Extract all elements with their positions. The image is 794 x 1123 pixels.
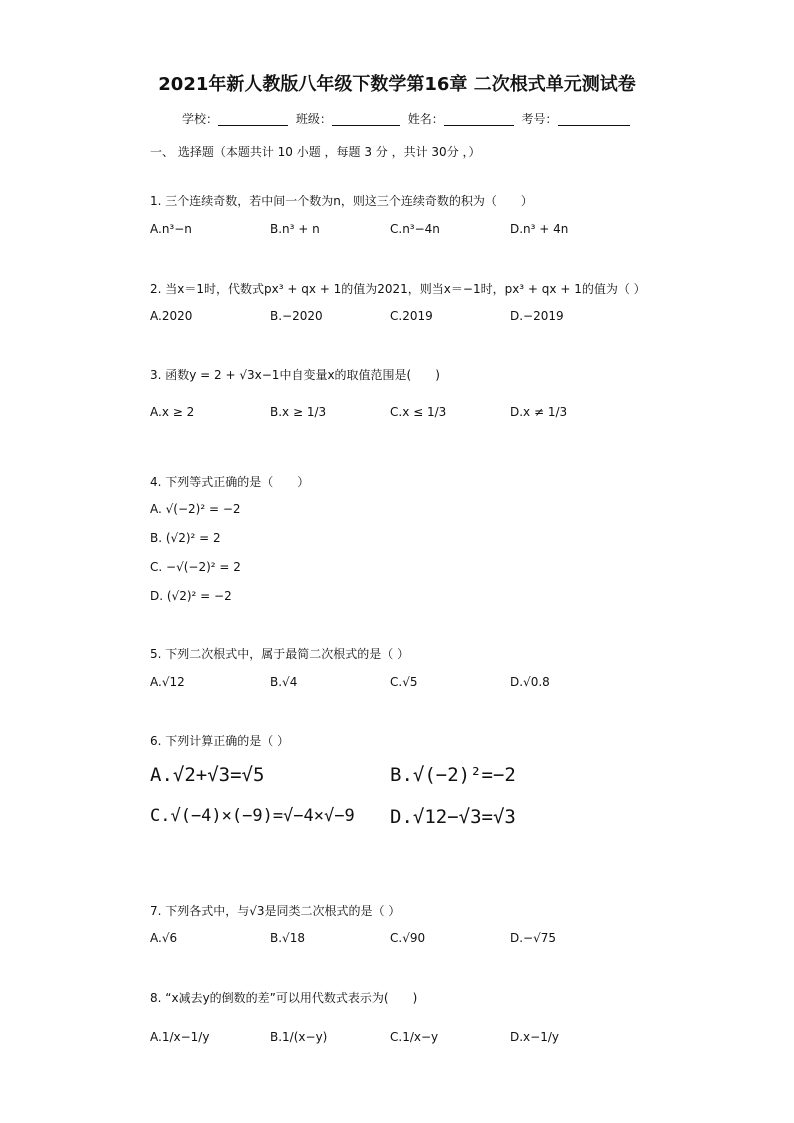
q4-option-b[interactable]: B. (√2)² = 2 <box>150 531 221 545</box>
question-2-stem: 2. 当x＝1时，代数式px³ + qx + 1的值为2021，则当x＝−1时，px³ + qx + 1的值为（ ） <box>150 282 646 296</box>
q6-option-b[interactable]: B.√(−2)²=−2 <box>390 764 516 786</box>
q1-option-d[interactable]: D.n³ + 4n <box>510 222 569 236</box>
name-blank[interactable] <box>444 111 514 126</box>
question-1-stem: 1. 三个连续奇数，若中间一个数为n，则这三个连续奇数的积为（ ） <box>150 194 533 208</box>
question-5-stem: 5. 下列二次根式中，属于最简二次根式的是（ ） <box>150 647 410 661</box>
q3-option-c[interactable]: C.x ≤ 1/3 <box>390 405 447 419</box>
question-3-stem: 3. 函数y = 2 + √3x−1中自变量x的取值范围是( ) <box>150 368 440 382</box>
q8-option-a[interactable]: A.1/x−1/y <box>150 1030 210 1044</box>
question-4-stem: 4. 下列等式正确的是（ ） <box>150 475 310 489</box>
student-info-line <box>182 110 630 127</box>
page-title: 2021年新人教版八年级下数学第16章 二次根式单元测试卷 <box>158 74 636 95</box>
q8-option-b[interactable]: B.1/(x−y) <box>270 1030 328 1044</box>
question-8-stem: 8. “x减去y的倒数的差”可以用代数式表示为( ) <box>150 991 418 1005</box>
question-7-stem: 7. 下列各式中，与√3是同类二次根式的是（ ） <box>150 904 401 918</box>
section-heading: 一、 选择题（本题共计 10 小题 ，每题 3 分 ，共计 30分 ，） <box>150 145 481 159</box>
q2-option-b[interactable]: B.−2020 <box>270 309 323 323</box>
q6-option-c[interactable]: C.√(−4)×(−9)=√−4×√−9 <box>150 806 355 826</box>
name-label: 姓名： <box>407 112 444 126</box>
q5-option-c[interactable]: C.√5 <box>390 675 418 689</box>
q6-option-a[interactable]: A.√2+√3=√5 <box>150 764 265 786</box>
q1-option-c[interactable]: C.n³−4n <box>390 222 440 236</box>
q7-option-b[interactable]: B.√18 <box>270 931 305 945</box>
number-blank[interactable] <box>558 111 630 126</box>
q8-option-c[interactable]: C.1/x−y <box>390 1030 439 1044</box>
class-label: 班级： <box>295 112 332 126</box>
q3-option-b[interactable]: B.x ≥ 1/3 <box>270 405 327 419</box>
q2-option-a[interactable]: A.2020 <box>150 309 193 323</box>
q7-option-c[interactable]: C.√90 <box>390 931 426 945</box>
class-blank[interactable] <box>332 111 400 126</box>
q5-option-b[interactable]: B.√4 <box>270 675 298 689</box>
q5-option-d[interactable]: D.√0.8 <box>510 675 550 689</box>
q5-option-a[interactable]: A.√12 <box>150 675 185 689</box>
q1-option-b[interactable]: B.n³ + n <box>270 222 320 236</box>
q3-option-d[interactable]: D.x ≠ 1/3 <box>510 405 568 419</box>
q8-option-d[interactable]: D.x−1/y <box>510 1030 559 1044</box>
q7-option-a[interactable]: A.√6 <box>150 931 178 945</box>
question-6-stem: 6. 下列计算正确的是（ ） <box>150 734 290 748</box>
q6-option-d[interactable]: D.√12−√3=√3 <box>390 806 516 828</box>
q2-option-d[interactable]: D.−2019 <box>510 309 564 323</box>
number-label: 考号： <box>521 112 558 126</box>
q4-option-c[interactable]: C. −√(−2)² = 2 <box>150 560 241 574</box>
school-label: 学校： <box>182 112 219 126</box>
q2-option-c[interactable]: C.2019 <box>390 309 433 323</box>
q1-option-a[interactable]: A.n³−n <box>150 222 192 236</box>
q4-option-a[interactable]: A. √(−2)² = −2 <box>150 502 241 516</box>
school-blank[interactable] <box>218 111 288 126</box>
q3-option-a[interactable]: A.x ≥ 2 <box>150 405 195 419</box>
q4-option-d[interactable]: D. (√2)² = −2 <box>150 589 232 603</box>
q7-option-d[interactable]: D.−√75 <box>510 931 557 945</box>
